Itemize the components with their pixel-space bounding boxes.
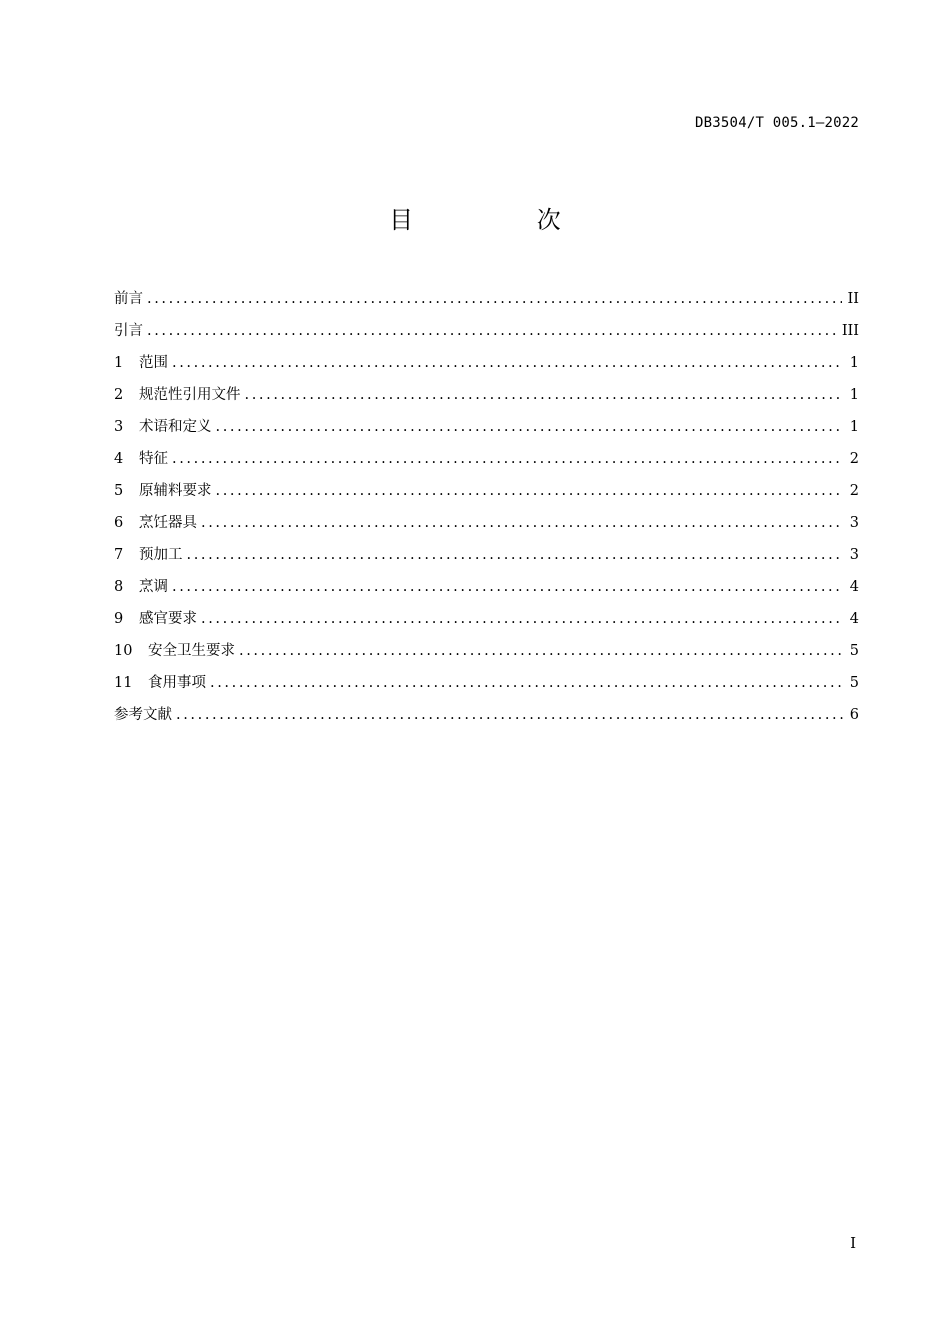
toc-entry-number: 2	[114, 387, 124, 403]
toc-entry-number: 9	[114, 611, 124, 627]
toc-entry-label: 范围	[139, 355, 168, 371]
toc-entry[interactable]	[114, 475, 859, 507]
toc-entry[interactable]	[114, 411, 859, 443]
toc-entry-label: 烹饪器具	[139, 515, 197, 531]
toc-dot-leader	[245, 379, 844, 411]
page-title: 目 次	[389, 206, 619, 234]
toc-entry-page: 2	[849, 483, 859, 499]
page-number: I	[850, 1234, 856, 1252]
toc-entry-label: 食用事项	[148, 675, 206, 691]
toc-dot-leader	[210, 667, 843, 699]
toc-entry-number: 5	[114, 483, 124, 499]
toc-entry[interactable]	[114, 539, 859, 571]
toc-entry[interactable]	[114, 603, 859, 635]
toc-dot-leader	[187, 539, 844, 571]
toc-entry[interactable]	[114, 571, 859, 603]
toc-entry-label: 参考文献	[114, 707, 172, 723]
toc-entry-page: 1	[849, 419, 859, 435]
toc-entry-page: 3	[849, 515, 859, 531]
toc-entry[interactable]	[114, 667, 859, 699]
toc-entry-number: 10	[114, 643, 133, 659]
toc-entry-number: 6	[114, 515, 124, 531]
toc-entry-page: 4	[849, 611, 859, 627]
toc-entry-label: 原辅料要求	[139, 483, 212, 499]
toc-entry[interactable]	[114, 283, 859, 315]
toc-entry-number: 3	[114, 419, 124, 435]
toc-entry-label: 感官要求	[139, 611, 197, 627]
toc-entry-page: 2	[849, 451, 859, 467]
toc-entry-label: 前言	[114, 291, 143, 307]
toc-entry-page: 3	[849, 547, 859, 563]
toc-entry[interactable]	[114, 443, 859, 475]
toc-entry[interactable]	[114, 635, 859, 667]
toc-entry-page: 1	[849, 387, 859, 403]
toc-entry-page: II	[847, 291, 859, 307]
toc-dot-leader	[201, 603, 843, 635]
toc-dot-leader	[147, 283, 842, 315]
toc-entry-label: 特征	[139, 451, 168, 467]
toc-entry-page: 5	[849, 643, 859, 659]
toc-entry-label: 安全卫生要求	[148, 643, 235, 659]
toc-entry-number: 8	[114, 579, 124, 595]
toc-entry-label: 烹调	[139, 579, 168, 595]
toc-entry[interactable]	[114, 699, 859, 731]
table-of-contents	[114, 283, 859, 731]
toc-entry-number: 7	[114, 547, 124, 563]
toc-entry[interactable]	[114, 347, 859, 379]
toc-entry-number: 1	[114, 355, 124, 371]
toc-dot-leader	[201, 507, 843, 539]
toc-entry-page: 1	[849, 355, 859, 371]
toc-entry-label: 预加工	[139, 547, 183, 563]
toc-dot-leader	[216, 475, 844, 507]
toc-dot-leader	[176, 699, 843, 731]
toc-entry-label: 术语和定义	[139, 419, 212, 435]
toc-dot-leader	[216, 411, 844, 443]
toc-entry-page: III	[841, 323, 859, 339]
toc-dot-leader	[172, 443, 843, 475]
toc-entry[interactable]	[114, 507, 859, 539]
toc-entry-page: 4	[849, 579, 859, 595]
toc-dot-leader	[172, 347, 843, 379]
toc-entry[interactable]	[114, 315, 859, 347]
toc-entry-label: 引言	[114, 323, 143, 339]
toc-dot-leader	[172, 571, 843, 603]
standard-code: DB3504/T 005.1—2022	[695, 115, 859, 131]
toc-entry-number: 4	[114, 451, 124, 467]
toc-entry-label: 规范性引用文件	[139, 387, 241, 403]
toc-dot-leader	[239, 635, 843, 667]
toc-entry[interactable]	[114, 379, 859, 411]
toc-entry-number: 11	[114, 675, 133, 691]
toc-entry-page: 6	[849, 707, 859, 723]
toc-entry-page: 5	[849, 675, 859, 691]
toc-dot-leader	[147, 315, 836, 347]
